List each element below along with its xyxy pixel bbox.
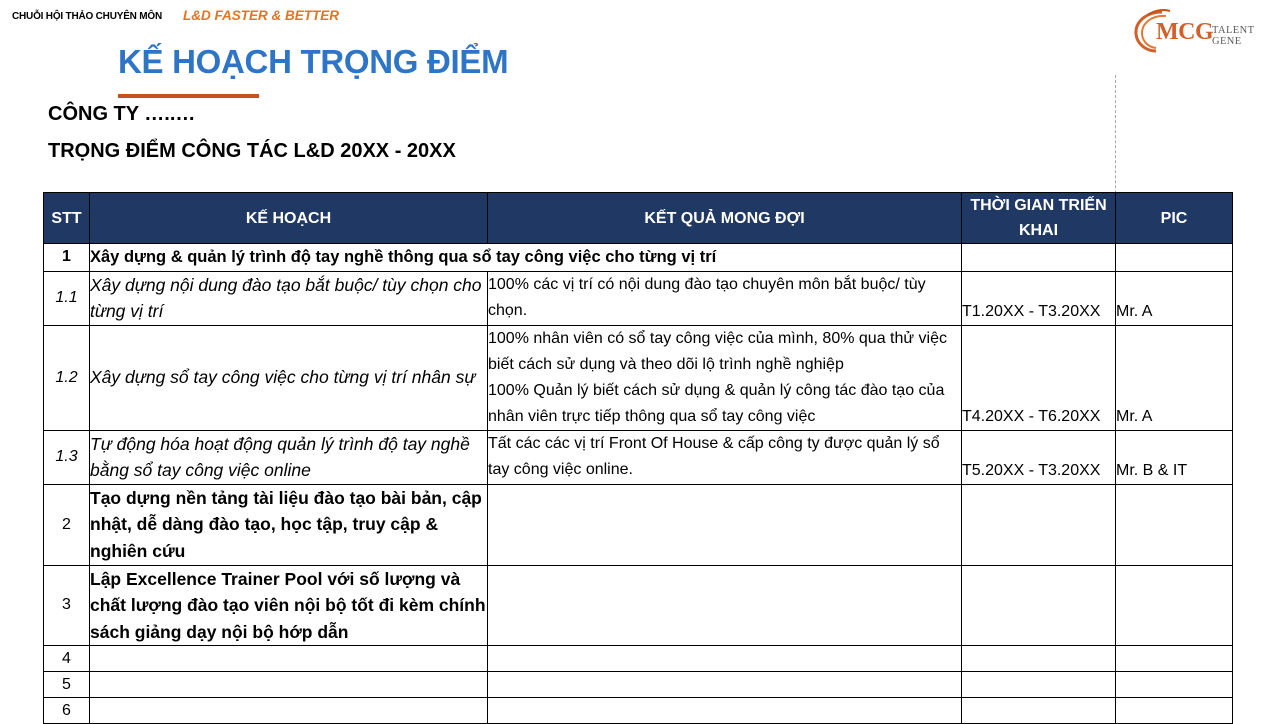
row-plan: Xây dựng nội dung đào tạo bắt buộc/ tùy chọn cho từng vị trí bbox=[90, 271, 488, 325]
row-time: T4.20XX - T6.20XX bbox=[962, 325, 1116, 430]
row-plan: Tạo dựng nền tảng tài liệu đào tạo bài bản, cập nhật, dễ dàng đào tạo, học tập, truy cập & nghiên cứu bbox=[90, 484, 488, 565]
logo-line1: TALENT bbox=[1212, 25, 1255, 36]
row-pic bbox=[1116, 672, 1233, 698]
row-stt: 3 bbox=[44, 565, 90, 646]
result-line: 100% nhân viên có sổ tay công việc của mình, 80% qua thử việc biết cách sử dụng và theo dõi lộ trình nghề nghiệp bbox=[488, 329, 947, 373]
row-time bbox=[962, 244, 1116, 272]
table-row bbox=[44, 271, 1233, 325]
row-time: T5.20XX - T3.20XX bbox=[962, 430, 1116, 484]
row-time bbox=[962, 672, 1116, 698]
table-row bbox=[44, 646, 1233, 672]
focus-heading: TRỌNG ĐIỂM CÔNG TÁC L&D 20XX - 20XX bbox=[48, 140, 456, 162]
row-plan: Xây dựng & quản lý trình độ tay nghề thông qua sổ tay công việc cho từng vị trí bbox=[90, 244, 962, 272]
table-row bbox=[44, 672, 1233, 698]
row-pic: Mr. A bbox=[1116, 325, 1233, 430]
row-plan: Lập Excellence Trainer Pool với số lượng và chất lượng đào tạo viên nội bộ tốt đi kèm chính sách giảng dạy nội bộ hớp dẫn bbox=[90, 565, 488, 646]
table-row bbox=[44, 244, 1233, 272]
row-stt: 4 bbox=[44, 646, 90, 672]
result-line: 100% Quản lý biết cách sử dụng & quản lý công tác đào tạo của nhân viên trực tiếp thông qua sổ tay công việc bbox=[488, 381, 945, 425]
tagline: L&D FASTER & BETTER bbox=[183, 8, 340, 23]
row-stt: 5 bbox=[44, 672, 90, 698]
col-header-plan: KẾ HOẠCH bbox=[90, 193, 488, 244]
row-result bbox=[488, 430, 962, 484]
page-title: KẾ HOẠCH TRỌNG ĐIỂM bbox=[118, 43, 509, 80]
row-time: T1.20XX - T3.20XX bbox=[962, 271, 1116, 325]
row-result bbox=[488, 325, 962, 430]
row-time bbox=[962, 565, 1116, 646]
table-row bbox=[44, 325, 1233, 430]
plan-table bbox=[43, 192, 1233, 724]
title-underline bbox=[118, 94, 259, 98]
row-result bbox=[488, 565, 962, 646]
result-line: Tất các các vị trí Front Of House & cấp công ty được quản lý sổ tay công việc online. bbox=[488, 434, 940, 478]
row-stt: 6 bbox=[44, 698, 90, 724]
row-plan bbox=[90, 646, 488, 672]
table-row bbox=[44, 430, 1233, 484]
row-stt: 1.3 bbox=[44, 430, 90, 484]
col-header-stt: STT bbox=[44, 193, 90, 244]
row-pic bbox=[1116, 565, 1233, 646]
col-header-pic: PIC bbox=[1116, 193, 1233, 244]
table-row bbox=[44, 484, 1233, 565]
row-stt: 1.2 bbox=[44, 325, 90, 430]
row-time bbox=[962, 484, 1116, 565]
row-plan bbox=[90, 672, 488, 698]
table-row bbox=[44, 565, 1233, 646]
row-result bbox=[488, 271, 962, 325]
logo-brand: MCG bbox=[1156, 19, 1214, 45]
company-name: CÔNG TY …..… bbox=[48, 103, 196, 125]
row-pic bbox=[1116, 484, 1233, 565]
row-plan: Xây dựng sổ tay công việc cho từng vị trí nhân sự bbox=[90, 325, 488, 430]
row-result bbox=[488, 484, 962, 565]
col-header-time: THỜI GIAN TRIẾN KHAI bbox=[962, 193, 1116, 244]
row-result bbox=[488, 646, 962, 672]
row-time bbox=[962, 646, 1116, 672]
logo-line2: GENE bbox=[1212, 36, 1242, 47]
result-line: 100% các vị trí có nội dung đào tạo chuyên môn bắt buộc/ tùy chọn. bbox=[488, 275, 926, 319]
row-pic bbox=[1116, 244, 1233, 272]
row-stt: 1.1 bbox=[44, 271, 90, 325]
col-header-result: KẾT QUẢ MONG ĐỢI bbox=[488, 193, 962, 244]
row-pic: Mr. B & IT bbox=[1116, 430, 1233, 484]
row-pic: Mr. A bbox=[1116, 271, 1233, 325]
table-header-row bbox=[44, 193, 1233, 244]
row-stt: 2 bbox=[44, 484, 90, 565]
row-pic bbox=[1116, 646, 1233, 672]
row-result bbox=[488, 672, 962, 698]
row-stt: 1 bbox=[44, 244, 90, 272]
mcg-logo bbox=[1132, 8, 1264, 54]
seminar-series-label: CHUỖI HỘI THẢO CHUYÊN MÔN bbox=[12, 11, 163, 22]
row-plan: Tự động hóa hoạt động quản lý trình độ tay nghề bằng sổ tay công việc online bbox=[90, 430, 488, 484]
